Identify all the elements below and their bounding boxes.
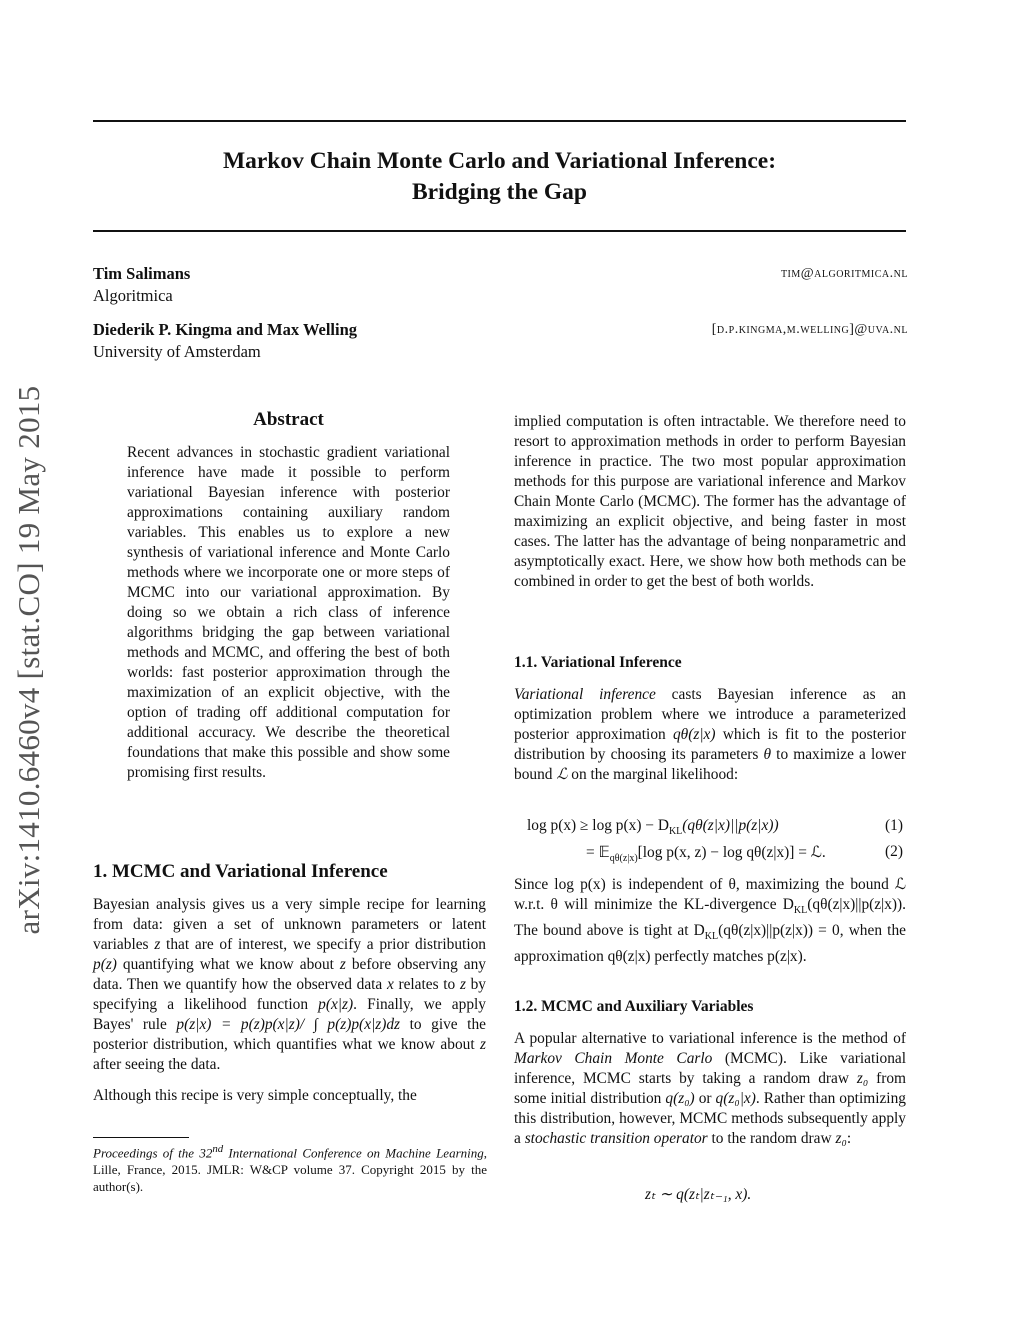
subsection-1-1-heading: 1.1. Variational Inference: [514, 654, 682, 671]
author-1-name: Tim Salimans: [93, 264, 191, 283]
paper-title: [93, 146, 906, 208]
author-1-affiliation: Algoritmica: [93, 286, 173, 305]
abstract-text: Recent advances in stochastic gradient variational inference have made it possible to perform variational Bayesian inference with posterior approximations containing auxiliary random variables. This enables us to explore a new synthesis of variational inference and Monte Carlo methods where we incorporate one or more steps of MCMC into our variational approximation. By doing so we obtain a rich class of inference algorithms bridging the gap between variational methods and MCMC, and offering the best of both worlds: fast posterior approximation through the maximization of an explicit objective, with the option of trading off additional computation for additional accuracy. We describe the theoretical foundations that make this possible and show some promising first results.: [127, 444, 450, 781]
vi-paragraph: Variational inference casts Bayesian inference as an optimization problem where we introduce a parameterized posterior approximation qθ(z|x) which is fit to the posterior distribution by choosing its parameters θ to maximize a lower bound ℒ on the marginal likelihood:: [514, 686, 906, 783]
intro-paragraph: implied computation is often intractable. We therefore need to resort to approximation methods in order to perform Bayesian inference in practice. The two most popular approximation methods for this purpose are variational inference and Markov Chain Monte Carlo (MCMC). The former has the advantage of maximizing an explicit objective, and being faster in most cases. The latter has the advantage of being nonparametric and asymptotically exact. Here, we show how both methods can be combined in order to get the best of both worlds.: [514, 413, 906, 590]
section-1-paragraph-1: Bayesian analysis gives us a very simple recipe for learning from data: given a set of unknown parameters or latent variables z that are of interest, we specify a prior distribution p(z) quantifying what we know about z before observing any data. Then we quantify how the observed data x relates to z by specifying a likelihood function p(x|z). Finally, we apply Bayes' rule p(z|x) = p(z)p(x|z)/ ∫ p(z)p(x|z)dz to give the posterior distribution, which quantifies what we know about z after seeing the data.: [93, 896, 486, 1073]
subsection-1-2-heading: 1.2. MCMC and Auxiliary Variables: [514, 998, 754, 1015]
after-equation-paragraph: Since log p(x) is independent of θ, maximizing the bound ℒ w.r.t. θ will minimize the KL-divergence $D_{KL}(q\theta(z|x)||p(z|x))$. The bound above is tight at $D_{KL}(q\theta(z|x)||p(z|x)) = 0$, when the approximation qθ(z|x) perfectly matches p(z|x).: [514, 876, 906, 966]
section-1-heading: 1. MCMC and Variational Inference: [93, 861, 388, 882]
subsection-1-2-body: [514, 1029, 906, 1149]
equation-1: $\log p(x) \ge \log p(x) - D_{KL}(q\theta(z|x)||p(z|x))$: [527, 817, 779, 838]
footnote-rule: [93, 1137, 189, 1138]
arxiv-stamp: [3, 350, 55, 970]
author-1: [93, 263, 190, 307]
author-1-email: tim@algoritmica.nl: [780, 266, 908, 281]
author-2: [93, 319, 357, 363]
section-1-body: [93, 895, 486, 1106]
author-2-affiliation: University of Amsterdam: [93, 342, 261, 361]
equation-1-number: (1): [885, 817, 903, 834]
title-line-1: Markov Chain Monte Carlo and Variational Inference:: [222, 148, 777, 174]
author-2-email: [d.p.kingma,m.welling]@uva.nl: [711, 322, 908, 337]
arxiv-stamp-text: arXiv:1410.6460v4 [stat.CO] 19 May 2015: [11, 385, 46, 935]
title-line-2: Bridging the Gap: [412, 179, 587, 205]
equation-3: zₜ ∼ q(zₜ|zₜ₋₁, x).: [645, 1186, 752, 1203]
abstract-body: [127, 443, 450, 783]
abstract-heading: Abstract: [253, 409, 324, 430]
subsection-1-1-body: [514, 685, 906, 785]
section-1-paragraph-2: Although this recipe is very simple conceptually, the: [93, 1087, 417, 1104]
right-column-intro: [514, 412, 906, 592]
footnote: Proceedings of the 32nd International Conference on Machine Learning, Lille, France, 2015. JMLR: W&CP volume 37. Copyright 2015 by the author(s).: [93, 1143, 487, 1195]
title-bottom-rule: [93, 230, 906, 232]
mcmc-paragraph: A popular alternative to variational inference is the method of Markov Chain Monte Carlo (MCMC). Like variational inference, MCMC starts by taking a random draw z₀ from some initial distribution q(z₀) or q(z₀|x). Rather than optimizing this distribution, however, MCMC methods subsequently apply a stochastic transition operator to the random draw z₀:: [514, 1030, 907, 1147]
author-2-name: Diederik P. Kingma and Max Welling: [93, 320, 358, 339]
equation-2-number: (2): [885, 843, 903, 860]
equation-2: = 𝔼$_{q\theta(z|x)}$[log p(x, z) − log qθ(z|x)] = ℒ.: [586, 844, 826, 865]
top-rule: [93, 120, 906, 122]
